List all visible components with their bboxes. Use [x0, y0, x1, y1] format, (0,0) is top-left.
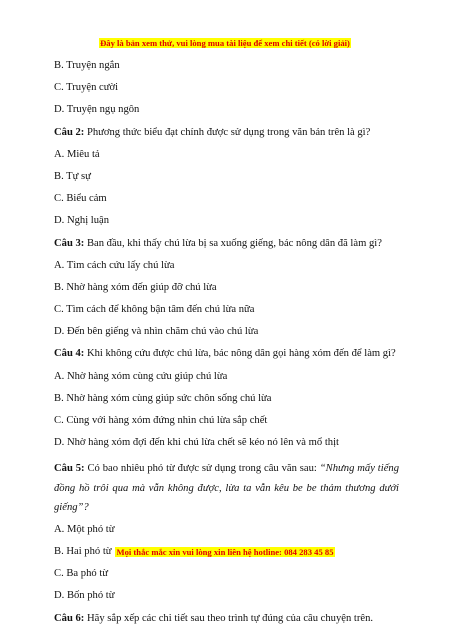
question-5	[54, 459, 399, 518]
option-line: A. Một phó từ	[54, 523, 115, 535]
question-label: Câu 3:	[54, 237, 85, 249]
option-line: B. Nhờ hàng xóm đến giúp đỡ chú lừa	[54, 281, 217, 293]
question-3	[54, 238, 399, 250]
option-line: B. Truyện ngắn	[54, 60, 120, 71]
option-line: C. Ba phó từ	[54, 568, 109, 580]
preview-notice	[0, 38, 450, 48]
question-4	[54, 348, 399, 360]
document-body	[54, 60, 399, 625]
option-line: A. Miêu tả	[54, 148, 100, 160]
question-text: Có bao nhiêu phó từ được sử dụng trong câu văn sau:	[84, 463, 320, 475]
question-2	[54, 127, 399, 139]
option-line: C. Tìm cách để không bận tâm đến chú lừa nữa	[54, 304, 255, 316]
question-label: Câu 5:	[54, 463, 85, 475]
option-line: B. Tự sự	[54, 170, 91, 182]
question-text: Phương thức biểu đạt chính được sử dụng trong văn bản trên là gì?	[84, 126, 371, 138]
hotline-notice-text: Mọi thắc mắc xin vui lòng xin liên hệ hotline: 084 283 45 85	[116, 547, 334, 557]
option-line: C. Biểu cảm	[54, 193, 107, 205]
question-label: Câu 6:	[54, 612, 85, 624]
option-line: B. Hai phó từ	[54, 546, 112, 558]
option-line: D. Nhờ hàng xóm đợi đến khi chú lừa chết sẽ kéo nó lên và mổ thịt	[54, 437, 339, 449]
option-line: B. Nhờ hàng xóm cùng giúp sức chôn sống chú lừa	[54, 392, 272, 404]
question-6	[54, 613, 399, 625]
question-text: Ban đầu, khi thấy chú lừa bị sa xuống giếng, bác nông dân đã làm gì?	[84, 237, 382, 249]
option-line: D. Đến bên giếng và nhìn chăm chú vào chú lừa	[54, 326, 259, 338]
option-line: C. Cùng với hàng xóm đứng nhìn chú lừa sắp chết	[54, 415, 268, 426]
question-text: Hãy sắp xếp các chi tiết sau theo trình tự đúng của câu chuyện trên.	[84, 612, 374, 624]
option-line: C. Truyện cười	[54, 82, 119, 94]
option-line: D. Truyện ngụ ngôn	[54, 104, 140, 116]
question-label: Câu 2:	[54, 126, 85, 138]
question-text: Khi không cứu được chú lừa, bác nông dân gọi hàng xóm đến để làm gì?	[84, 348, 396, 360]
option-line: A. Nhờ hàng xóm cùng cứu giúp chú lừa	[54, 370, 228, 382]
preview-notice-text: Đây là bản xem thử, vui lòng mua tài liệu để xem chi tiết (có lời giải)	[100, 38, 350, 48]
option-line: D. Bốn phó từ	[54, 590, 115, 602]
option-line: D. Nghị luận	[54, 215, 110, 227]
option-line: A. Tìm cách cứu lấy chú lừa	[54, 259, 175, 271]
quoted-sentence: “Nhưng mấy tiếng đồng hồ trôi qua mà vẫn không được, lừa ta vẫn kêu be be thảm thương dưới giếng”?	[54, 463, 399, 514]
hotline-notice	[0, 547, 450, 557]
question-label: Câu 4:	[54, 348, 85, 360]
